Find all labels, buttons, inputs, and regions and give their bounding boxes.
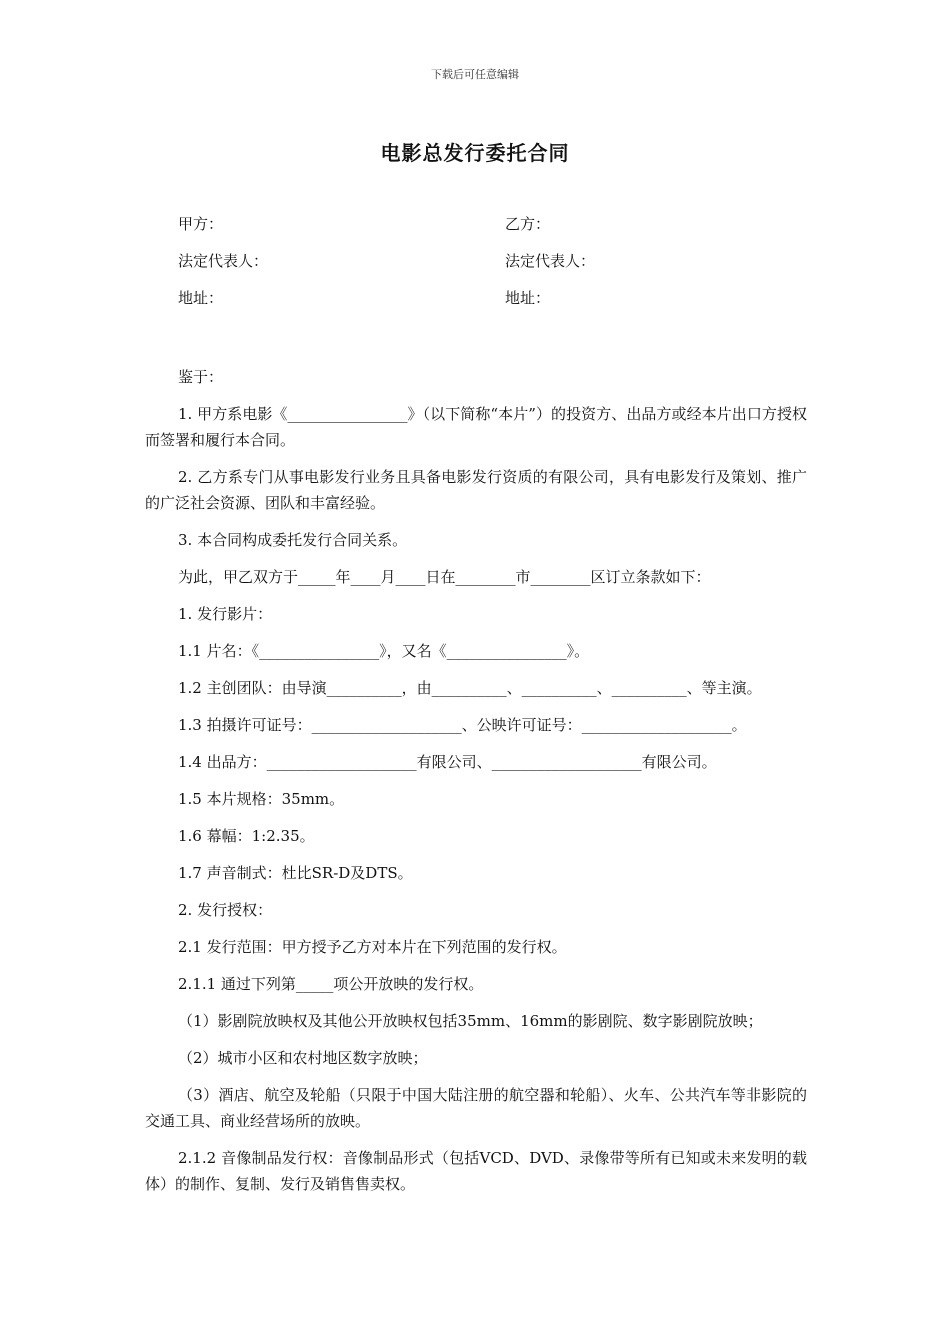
party-a-address-label: 地址：: [178, 289, 224, 307]
clause-2-1-1-item-1: （1）影剧院放映权及其他公开放映权包括35mm、16mm的影剧院、数字影剧院放映；: [178, 1012, 763, 1030]
section-1-heading: 1. 发行影片：: [178, 605, 273, 623]
party-a-label: 甲方：: [178, 215, 224, 233]
recital-3: 3. 本合同构成委托发行合同关系。: [178, 531, 408, 549]
clause-1-4: 1.4 出品方：____________________有限公司、____________________有限公司。: [178, 753, 717, 771]
agreement-intro: 为此，甲乙双方于_____年____月____日在________市________区订立条款如下：: [178, 568, 711, 586]
party-b-representative-label: 法定代表人：: [505, 252, 596, 270]
clause-1-6: 1.6 幕幅：1:2.35。: [178, 827, 315, 845]
clause-2-1-1-item-3: （3）酒店、航空及轮船（只限于中国大陆注册的航空器和轮船）、火车、公共汽车等非影院的交通工具、商业经营场所的放映。: [145, 1086, 807, 1130]
party-row-address: [178, 288, 818, 325]
document-title: 电影总发行委托合同: [380, 141, 570, 165]
clause-2-1-1: 2.1.1 通过下列第_____项公开放映的发行权。: [178, 975, 484, 993]
clause-1-7: 1.7 声音制式：杜比SR-D及DTS。: [178, 864, 413, 882]
party-a-representative-label: 法定代表人：: [178, 252, 269, 270]
header-note: 下载后可任意编辑: [431, 68, 519, 81]
recital-1: 1. 甲方系电影《________________》（以下简称“本片”）的投资方、出品方或经本片出口方授权而签署和履行本合同。: [145, 405, 807, 449]
clause-2-1-2: 2.1.2 音像制品发行权：音像制品形式（包括VCD、DVD、录像带等所有已知或未来发明的载体）的制作、复制、发行及销售售卖权。: [145, 1149, 807, 1193]
parties-block: [178, 214, 818, 325]
party-row-name: [178, 214, 818, 251]
clause-1-1: 1.1 片名：《________________》，又名《________________》。: [178, 642, 590, 660]
party-b-label: 乙方：: [505, 215, 551, 233]
party-row-representative: [178, 251, 818, 288]
clause-1-5: 1.5 本片规格：35mm。: [178, 790, 345, 808]
clause-1-2: 1.2 主创团队：由导演__________，由__________、__________、__________、等主演。: [178, 679, 762, 697]
party-b-address-label: 地址：: [505, 289, 551, 307]
contract-body: [145, 364, 807, 1208]
clause-2-1-1-item-2: （2）城市小区和农村地区数字放映；: [178, 1049, 428, 1067]
recital-2: 2. 乙方系专门从事电影发行业务且具备电影发行资质的有限公司，具有电影发行及策划、推广的广泛社会资源、团队和丰富经验。: [145, 468, 807, 512]
clause-2-1: 2.1 发行范围：甲方授予乙方对本片在下列范围的发行权。: [178, 938, 567, 956]
recital-heading: 鉴于：: [178, 368, 224, 386]
section-2-heading: 2. 发行授权：: [178, 901, 273, 919]
clause-1-3: 1.3 拍摄许可证号：____________________、公映许可证号：____________________。: [178, 716, 747, 734]
